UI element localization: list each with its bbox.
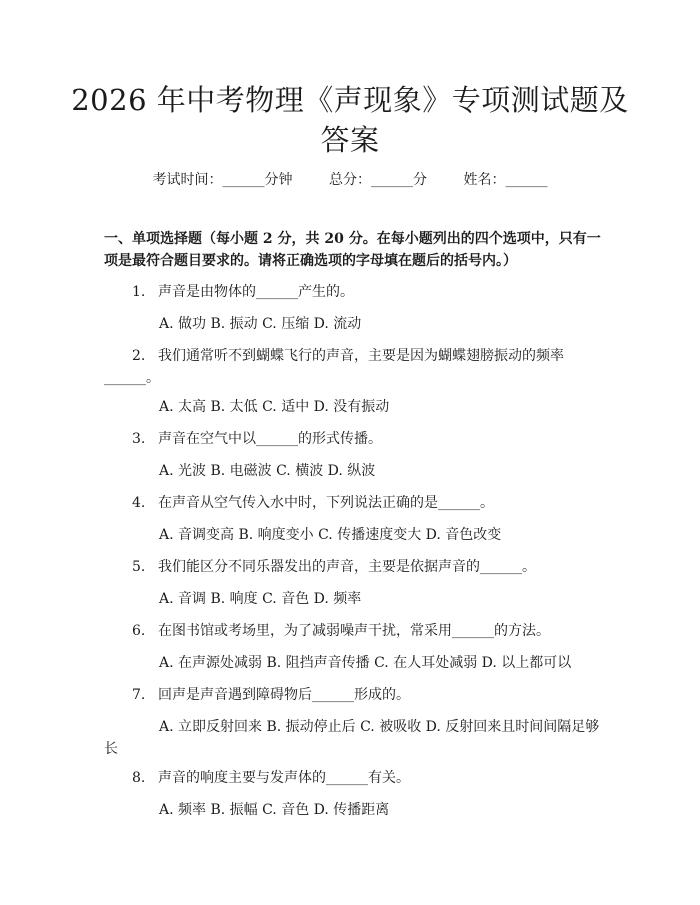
question-1-options: A. 做功 B. 振动 C. 压缩 D. 流动 bbox=[159, 316, 362, 332]
question-text: 我们通常听不到蝴蝶飞行的声音，主要是因为蝴蝶翅膀振动的频率______。 bbox=[104, 348, 564, 386]
question-number: 4. bbox=[132, 495, 146, 511]
question-number: 3. bbox=[132, 431, 146, 447]
page-title: 2026 年中考物理《声现象》专项测试题及答案 bbox=[71, 83, 629, 157]
question-text: 声音是由物体的______产生的。 bbox=[158, 284, 354, 300]
question-3 bbox=[104, 428, 604, 450]
question-7 bbox=[104, 684, 604, 706]
exam-time-field: 考试时间：______分钟 bbox=[152, 172, 293, 188]
question-text: 回声是声音遇到障碍物后______形成的。 bbox=[158, 687, 410, 703]
question-number: 5. bbox=[132, 559, 146, 575]
question-4 bbox=[104, 492, 604, 514]
question-3-options: A. 光波 B. 电磁波 C. 横波 D. 纵波 bbox=[159, 463, 376, 479]
question-7-options: A. 立即反射回来 B. 振动停止后 C. 被吸收 D. 反射回来且时间间隔足够长 bbox=[104, 719, 600, 757]
student-name-field: 姓名：______ bbox=[463, 172, 548, 188]
question-5 bbox=[104, 556, 604, 578]
question-8-options: A. 频率 B. 振幅 C. 音色 D. 传播距离 bbox=[159, 802, 390, 818]
question-6-options: A. 在声源处减弱 B. 阻挡声音传播 C. 在人耳处减弱 D. 以上都可以 bbox=[159, 655, 572, 671]
question-number: 7. bbox=[132, 687, 146, 703]
total-score-field: 总分：______分 bbox=[329, 172, 427, 188]
question-2 bbox=[104, 345, 604, 389]
question-text: 声音在空气中以______的形式传播。 bbox=[158, 431, 382, 447]
question-number: 1. bbox=[132, 284, 146, 300]
question-number: 8. bbox=[132, 770, 146, 786]
section-heading: 一、单项选择题（每小题 2 分，共 20 分。在每小题列出的四个选项中，只有一项是最符合题目要求的。请将正确选项的字母填在题后的括号内。） bbox=[104, 231, 601, 269]
question-4-options: A. 音调变高 B. 响度变小 C. 传播速度变大 D. 音色改变 bbox=[159, 527, 502, 543]
exam-meta bbox=[0, 170, 700, 190]
question-2-options: A. 太高 B. 太低 C. 适中 D. 没有振动 bbox=[159, 399, 390, 415]
question-5-options: A. 音调 B. 响度 C. 音色 D. 频率 bbox=[159, 591, 362, 607]
question-text: 我们能区分不同乐器发出的声音，主要是依据声音的______。 bbox=[158, 559, 536, 575]
question-text: 声音的响度主要与发声体的______有关。 bbox=[158, 770, 410, 786]
question-number: 6. bbox=[132, 623, 146, 639]
question-text: 在声音从空气传入水中时，下列说法正确的是______。 bbox=[158, 495, 494, 511]
question-8 bbox=[104, 767, 604, 789]
question-number: 2. bbox=[132, 348, 146, 364]
question-6 bbox=[104, 620, 604, 642]
question-text: 在图书馆或考场里，为了减弱噪声干扰，常采用______的方法。 bbox=[158, 623, 550, 639]
question-1 bbox=[104, 281, 604, 303]
